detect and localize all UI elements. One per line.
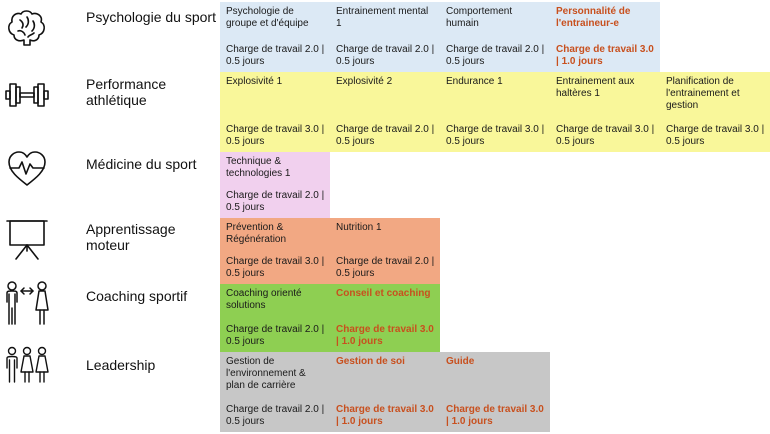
module-title: Guide (446, 356, 475, 367)
dumbbell-icon (4, 72, 50, 118)
module-workload: Charge de travail 3.0 | 0.5 jours (226, 256, 325, 279)
heart-pulse-icon (4, 146, 50, 192)
brain-icon (4, 5, 50, 51)
module-workload: Charge de travail 3.0 | 0.5 jours (556, 124, 655, 147)
module-title: Coaching orienté solutions (226, 288, 302, 311)
module-workload: Charge de travail 2.0 | 0.5 jours (226, 44, 325, 67)
category-label-coaching: Coaching sportif (86, 288, 188, 304)
module-workload: Charge de travail 2.0 | 0.5 jours (336, 124, 435, 147)
module-title: Explosivité 1 (226, 76, 283, 87)
module-workload: Charge de travail 3.0 | 0.5 jours (446, 124, 545, 147)
module-workload: Charge de travail 3.0 | 1.0 jours (336, 404, 434, 427)
module-workload: Charge de travail 2.0 | 0.5 jours (336, 256, 435, 279)
category-label-leadership: Leadership (86, 357, 156, 373)
presentation-board-icon (4, 215, 50, 261)
module-workload: Charge de travail 2.0 | 0.5 jours (446, 44, 545, 67)
module-title: Psychologie de groupe et d'équipe (226, 6, 309, 29)
module-card (330, 72, 440, 152)
module-card (440, 2, 550, 72)
module-title: Entrainement aux haltères 1 (556, 76, 635, 99)
module-card (220, 2, 330, 72)
module-card (330, 284, 440, 352)
category-label-performance: Performance athlétique (86, 76, 167, 108)
coach-athlete-icon (4, 280, 50, 326)
module-workload: Charge de travail 2.0 | 0.5 jours (226, 324, 325, 347)
module-title: Nutrition 1 (336, 222, 382, 233)
module-title: Planification de l'entrainement et gestion (666, 76, 740, 111)
group-people-icon (4, 342, 50, 388)
module-title: Comportement humain (446, 6, 513, 29)
module-card (220, 152, 330, 218)
module-card (440, 352, 550, 432)
module-title: Technique & technologies 1 (226, 156, 291, 179)
module-title: Personnalité de l'entraineur-e (556, 6, 631, 29)
module-card (550, 2, 660, 72)
category-label-psychologie: Psychologie du sport (86, 9, 216, 25)
module-card (220, 72, 330, 152)
module-workload: Charge de travail 2.0 | 0.5 jours (336, 44, 435, 67)
module-card (220, 284, 330, 352)
module-workload: Charge de travail 3.0 | 0.5 jours (226, 124, 325, 147)
module-title: Conseil et coaching (336, 288, 431, 299)
module-workload: Charge de travail 3.0 | 0.5 jours (666, 124, 765, 147)
module-title: Gestion de l'environnement & plan de carrière (226, 356, 306, 391)
module-title: Explosivité 2 (336, 76, 393, 87)
module-workload: Charge de travail 2.0 | 0.5 jours (226, 404, 325, 427)
module-title: Entrainement mental 1 (336, 6, 429, 29)
module-workload: Charge de travail 3.0 | 1.0 jours (446, 404, 544, 427)
module-workload: Charge de travail 3.0 | 1.0 jours (336, 324, 434, 347)
module-card (440, 72, 550, 152)
module-title: Prévention & Régénération (226, 222, 287, 245)
module-card (660, 72, 770, 152)
module-card (330, 218, 440, 284)
module-title: Gestion de soi (336, 356, 405, 367)
module-card (330, 2, 440, 72)
module-card (220, 218, 330, 284)
category-label-apprentissage: Apprentissage moteur (86, 221, 176, 253)
module-title: Endurance 1 (446, 76, 503, 87)
module-card (550, 72, 660, 152)
category-label-medicine: Médicine du sport (86, 156, 197, 172)
module-workload: Charge de travail 2.0 | 0.5 jours (226, 190, 325, 213)
module-workload: Charge de travail 3.0 | 1.0 jours (556, 44, 654, 67)
module-card (220, 352, 330, 432)
module-card (330, 352, 440, 432)
